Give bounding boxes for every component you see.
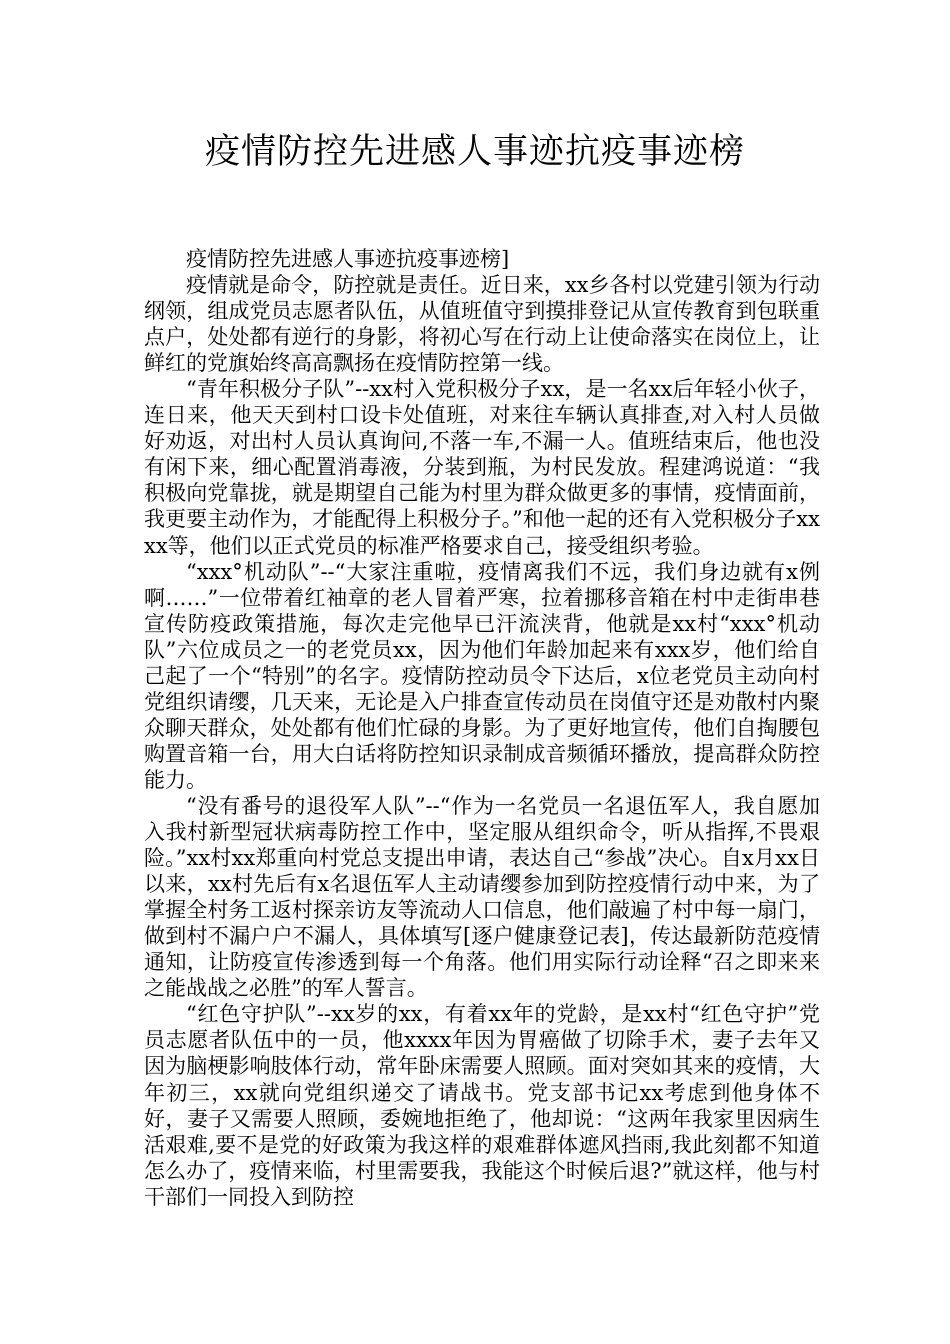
document-title: 疫情防控先进感人事迹抗疫事迹榜: [204, 132, 745, 172]
youth-activist-team-paragraph: “青年积极分子队”--xx村入党积极分子xx，是一名xx后年轻小伙子，连日来，他天天到村口设卡处值班，对来往车辆认真排查,对入村人员做好劝返，对出村人员认真询问,不落一车,不漏一人。值班结束后，他也没有闲下来，细心配置消毒液，分装到瓶，为村民发放。程建鸿说道：“我积极向党靠拢，就是期望自己能为村里为群众做更多的事情，疫情面前，我更要主动作为，才能配得上积极分子。”和他一起的还有入党积极分子xxxx等，他们以正式党员的标准严格要求自己，接受组织考验。: [144, 377, 820, 558]
intro-paragraph: 疫情就是命令，防控就是责任。近日来，xx乡各村以党建引领为行动纲领，组成党员志愿者队伍，从值班值守到摸排登记从宣传教育到包联重点户，处处都有逆行的身影，将初心写在行动上让使命落实在岗位上，让鲜红的党旗始终高高飘扬在疫情防控第一线。: [144, 273, 820, 376]
document-body: [144, 246, 820, 1210]
senior-mobile-team-paragraph: “xxx°机动队”--“大家注重啦，疫情离我们不远，我们身边就有x例啊……”一位带着红袖章的老人冒着严寒，拉着挪移音箱在村中走街串巷宣传防疫政策措施，每次走完他早已汗流浃背，他就是xx村“xxx°机动队”六位成员之一的老党员xx，因为他们年龄加起来有xxx岁，他们给自己起了一个“特别”的名字。疫情防控动员令下达后，x位老党员主动向村党组织请缨，几天来，无论是入户排查宣传动员在岗值守还是劝散村内聚众聊天群众，处处都有他们忙碌的身影。为了更好地宣传，他们自掏腰包购置音箱一台，用大白话将防控知识录制成音频循环播放，提高群众防控能力。: [144, 559, 820, 792]
red-guard-team-paragraph: “红色守护队”--xx岁的xx，有着xx年的党龄，是xx村“红色守护”党员志愿者队伍中的一员，他xxxx年因为胃癌做了切除手术，妻子去年又因为脑梗影响肢体行动，常年卧床需要人照顾。面对突如其来的疫情，大年初三，xx就向党组织递交了请战书。党支部书记xx考虑到他身体不好，妻子又需要人照顾，委婉地拒绝了，他却说：“这两年我家里因病生活艰难,要不是党的好政策为我这样的艰难群体遮风挡雨,我此刻都不知道怎么办了，疫情来临，村里需要我，我能这个时候后退?”就这样，他与村干部们一同投入到防控: [144, 1002, 820, 1209]
veterans-team-paragraph: “没有番号的退役军人队”--“作为一名党员一名退伍军人，我自愿加入我村新型冠状病毒防控工作中，坚定服从组织命令，听从指挥,不畏艰险。”xx村xx郑重向村党总支提出申请，表达自己“参战”决心。自x月xx日以来，xx村先后有x名退伍军人主动请缨参加到防控疫情行动中来，为了掌握全村务工返村探亲访友等流动人口信息，他们敲遍了村中每一扇门，做到村不漏户户不漏人，具体填写[逐户健康登记表]，传达最新防范疫情通知，让防疫宣传渗透到每一个角落。他们用实际行动诠释“召之即来来之能战战之必胜”的军人誓言。: [144, 793, 820, 1001]
subtitle-paragraph: 疫情防控先进感人事迹抗疫事迹榜]: [186, 247, 510, 271]
